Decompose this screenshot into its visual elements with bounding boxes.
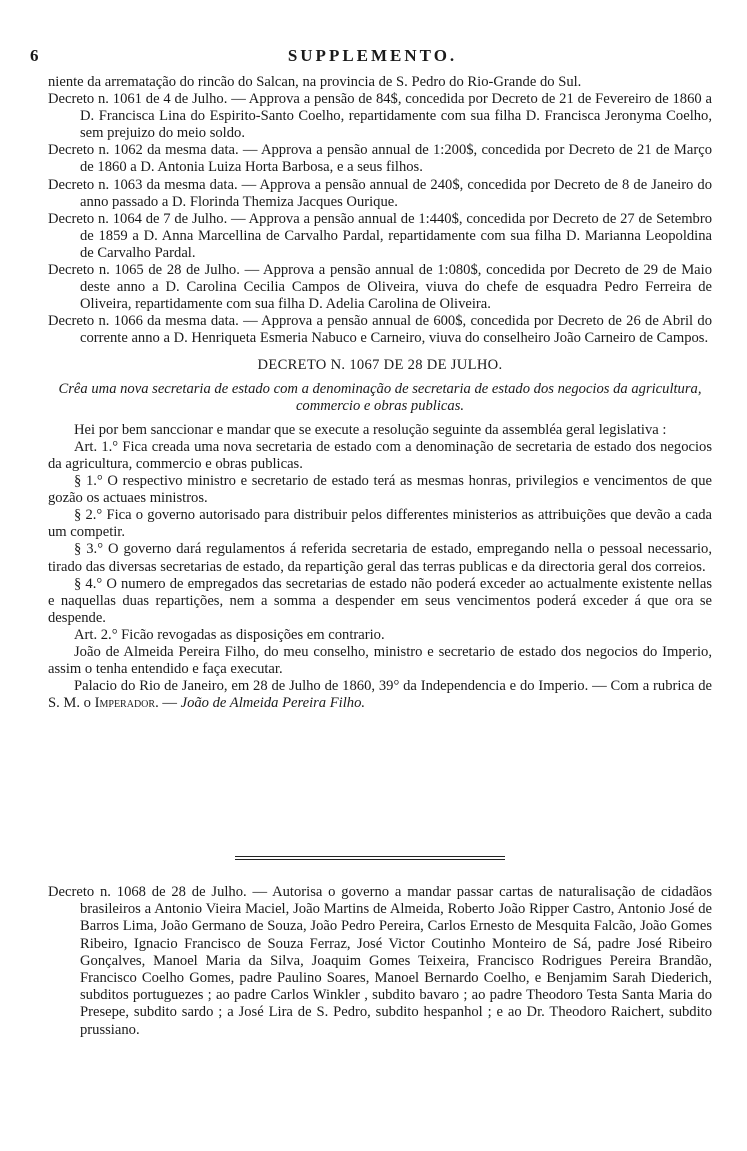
entry-decree-1061: Decreto n. 1061 de 4 de Julho. — Approva a pensão de 84$, concedida por Decreto de 21 de Fevereiro de 1860 a D. Francisca Lina do Espirito-Santo Coelho, repartidamente com sua filha D. Francisca Jeronyma Coelho, sem prejuizo do meio soldo. — [48, 91, 712, 142]
emperor-text: Imperador. — [94, 695, 159, 712]
divider-rule — [235, 856, 505, 857]
entry-decree-1062: Decreto n. 1062 da mesma data. — Approva a pensão annual de 1:200$, concedida por Decreto de 21 de Março de 1860 a D. Antonia Luiza Horta Barbosa, e a seus filhos. — [48, 142, 712, 176]
decree-1067-title: DECRETO N. 1067 DE 28 DE JULHO. — [257, 356, 503, 373]
signature-line — [48, 678, 712, 712]
minister-clause: João de Almeida Pereira Filho, do meu conselho, ministro e secretario de estado dos negocios do Imperio, assim o tenha entendido e faça executar. — [48, 644, 712, 678]
article-2: Art. 2.° Ficão revogadas as disposições em contrario. — [74, 626, 385, 643]
entry-decree-1066: Decreto n. 1066 da mesma data. — Approva a pensão annual de 600$, concedida por Decreto de 26 de Abril do corrente anno a D. Henriqueta Esmeria Nabuco e Carneiro, viuva do conselheiro João Carneiro de Campos. — [48, 313, 712, 347]
running-title: SUPPLEMENTO. — [287, 46, 458, 65]
separator-dash: — — [158, 695, 181, 712]
entry-decree-1063: Decreto n. 1063 da mesma data. — Approva a pensão annual de 240$, concedida por Decreto de 8 de Janeiro do anno passado a D. Florinda Themiza Jacques Ourique. — [48, 176, 712, 210]
decree-1067-subtitle: Crêa uma nova secretaria de estado com a denominação de secretaria de estado dos negocios da agricultura, commercio e obras publicas. — [58, 380, 702, 414]
entry-decree-1068: Decreto n. 1068 de 28 de Julho. — Autorisa o governo a mandar passar cartas de naturalisação de cidadãos brasileiros a Antonio Vieira Maciel, João Martins de Almeida, Roberto João Ripper Castro, Antonio José de Barros Lima, João Germano de Souza, João Pedro Pereira, Carlos Ernesto de Mesquita Falcão, João Gomes Ribeiro, Ignacio Francisco de Souza Ferraz, José Victor Coutinho Monteiro de Sá, padre José Ribeiro Gonçalves, Manoel Maria da Silva, Joaquim Gomes Teixeira, Francisco Rodrigues Pereira Brandão, Francisco Coelho Gomes, padre Paulino Soares, Manoel Bernardo Coelho, e Benjamim Sarah Diederich, subditos portuguezes ; ao padre Carlos Winkler , subdito bavaro ; ao padre Theodoro Testa Santa Maria do Presepe, subdito sardo ; a José Lira de S. Pedro, subdito hespanhol ; e ao Dr. Theodoro Raichert, subdito prussiano. — [48, 884, 712, 1038]
decree-intro: Hei por bem sanccionar e mandar que se execute a resolução seguinte da assembléa geral legislativa : — [74, 421, 667, 438]
signature: João de Almeida Pereira Filho. — [180, 695, 366, 712]
paragraph-2: § 2.° Fica o governo autorisado para distribuir pelos differentes ministerios as attribuições que devão a cada um competir. — [48, 507, 712, 541]
entry-decree-1064: Decreto n. 1064 de 7 de Julho. — Approva a pensão annual de 1:440$, concedida por Decreto de 27 de Setembro de 1859 a D. Anna Marcellina de Carvalho Pardal, repartidamente com sua filha D. Marianna Leopoldina de Carvalho Pardal. — [48, 210, 712, 261]
paragraph-1: § 1.° O respectivo ministro e secretario de estado terá as mesmas honras, privilegios e vencimentos de que gozão os actuaes ministros. — [48, 473, 712, 507]
palace-text: Palacio do Rio de Janeiro, em 28 de Julho de 1860, 39° da Independencia e do Imperio. — Com a rubrica de S. M. o — [48, 678, 712, 712]
paragraph-3: § 3.° O governo dará regulamentos á referida secretaria de estado, empregando nella o pessoal necessario, tirado das diversas secretarias de estado, da repartição geral das terras publicas e da directoria geral dos correios. — [48, 541, 712, 575]
naturalisation-decree — [48, 884, 712, 1039]
page-number: 6 — [30, 46, 39, 65]
entry-continuation: niente da arrematação do rincão do Salcan, na provincia de S. Pedro do Rio-Grande do Sul. — [48, 74, 582, 90]
paragraph-4: § 4.° O numero de empregados das secretarias de estado não poderá exceder ao actualmente existente nellas e naquellas duas repartições, nem a somma a despender em seus vencimentos poderá exceder á que ora se despende. — [48, 575, 712, 626]
page-header — [30, 46, 715, 68]
article-1: Art. 1.° Fica creada uma nova secretaria de estado com a denominação de secretaria de estado dos negocios da agricultura, commercio e obras publicas. — [48, 438, 712, 472]
entry-decree-1065: Decreto n. 1065 de 28 de Julho. — Approva a pensão annual de 1:080$, concedida por Decreto de 29 de Maio deste anno a D. Carolina Cecilia Campos de Oliveira, viuva do chefe de esquadra Pedro Ferreira de Oliveira, repartidamente com sua filha D. Adelia Carolina de Oliveira. — [48, 262, 712, 313]
decree-summaries — [48, 74, 712, 712]
divider-rule-secondary — [235, 859, 505, 860]
